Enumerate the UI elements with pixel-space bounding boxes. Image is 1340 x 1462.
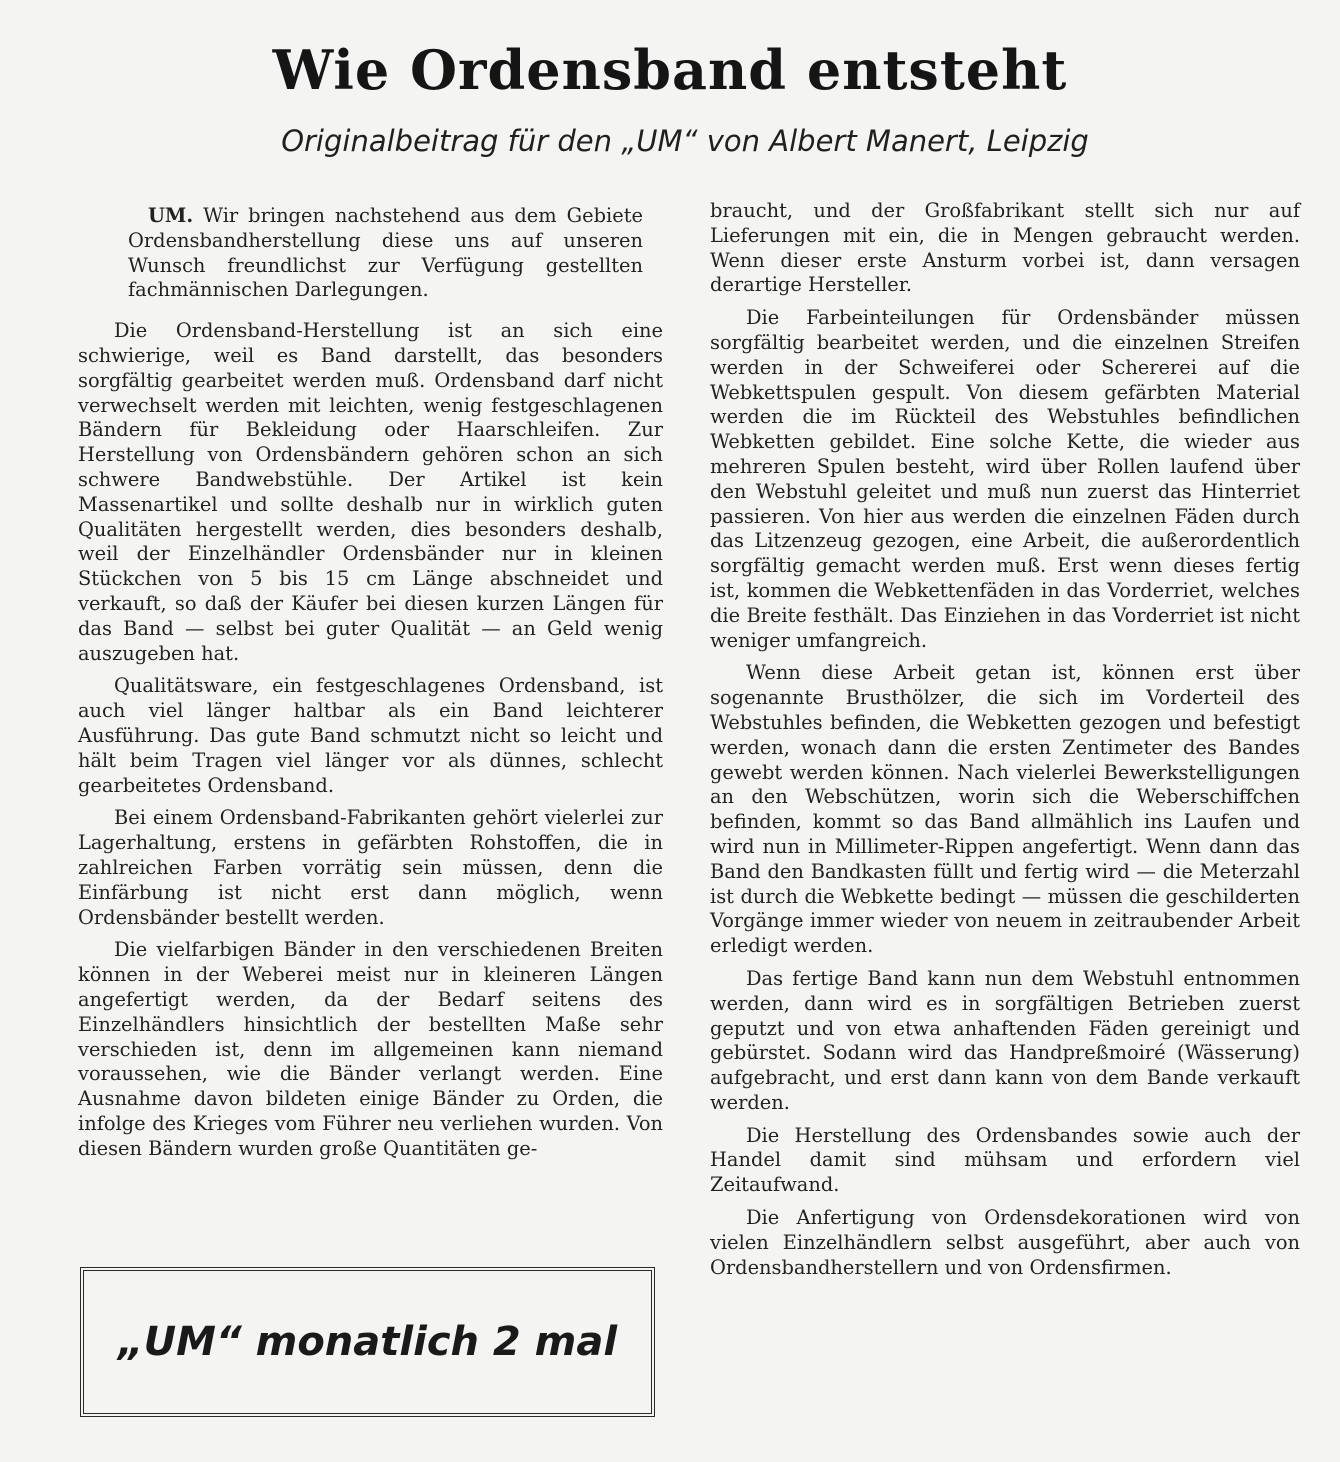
intro-paragraph [128,204,643,303]
intro-text: Wir bringen nachstehend aus dem Gebiete Ordensbandherstellung diese uns auf unseren Wunsch freundlichst zur Verfügung gestellten fachmännischen Darlegungen. [128,204,643,302]
paragraph: Qualitätsware, ein festgeschlagenes Ordensband, ist auch viel länger haltbar als ein Band leichterer Ausführung. Das gute Band schmutzt nicht so leicht und hält beim Tragen viel länger vor als dünnes, schlecht gearbeitetes Ordensband. [78,674,663,797]
paragraph: Das fertige Band kann nun dem Webstuhl entnommen werden, dann wird es in sorgfältigen Betrieben zuerst geputzt und von etwa anhaftenden Fäden gereinigt und gebürstet. Sodann wird das Handpreßmoiré (Wässerung) aufgebracht, und erst dann kann von dem Bande verkauft werden. [710,966,1300,1114]
paragraph: Die vielfarbigen Bänder in den verschiedenen Breiten können in der Weberei meist nur in kleineren Längen angefertigt werden, da der Bedarf seitens des Einzelhändlers hinsichtlich der bestellten Maße sehr verschieden ist, denn im allgemeinen kann niemand voraussehen, wie die Bänder verlangt werden. Eine Ausnahme davon bildeten einige Bänder zu Orden, die infolge des Krieges vom Führer neu verliehen wurden. Von diesen Bändern wurden große Quantitäten ge- [78,938,663,1160]
article-title: Wie Ordensband entsteht [272,38,1068,102]
paragraph: Die Ordensband-Herstellung ist an sich eine schwierige, weil es Band darstellt, das besonders sorgfältig gearbeitet werden muß. Ordensband darf nicht verwechselt werden mit leichten, wenig festgeschlagenen Bändern für Bekleidung oder Haarschleifen. Zur Herstellung von Ordensbändern gehören schon an sich schwere Bandwebstühle. Der Artikel ist kein Massenartikel und sollte deshalb nur in wirklich guten Qualitäten hergestellt werden, dies besonders deshalb, weil der Einzelhändler Ordensbänder nur in kleinen Stückchen von 5 bis 15 cm Länge abschneidet und verkauft, so daß der Käufer bei diesen kurzen Längen für das Band — selbst bei guter Qualität — an Geld wenig auszugeben hat. [78,319,663,665]
article-subtitle: Originalbeitrag für den „UM“ von Albert Manert, Leipzig [281,124,1089,158]
paragraph-continued: braucht, und der Großfabrikant stellt sich nur auf Lieferungen mit ein, die in Mengen gebraucht werden. Wenn dieser erste Ansturm vorbei ist, dann versagen derartige Hersteller. [710,199,1300,297]
right-column [710,199,1300,1288]
paragraph: Die Herstellung des Ordensbandes sowie auch der Handel damit sind mühsam und erfordern viel Zeitaufwand. [710,1123,1300,1197]
left-column [78,204,663,1169]
advert-text: „UM“ monatlich 2 mal [117,1319,618,1365]
paragraph: Die Anfertigung von Ordensdekorationen wird von vielen Einzelhändlern selbst ausgeführt, aber auch von Ordensbandherstellern und von Ordensfirmen. [710,1206,1300,1279]
advert-box [80,1267,655,1417]
paragraph: Bei einem Ordensband-Fabrikanten gehört vielerlei zur Lagerhaltung, erstens in gefärbten Rohstoffen, die in zahlreichen Farben vorrätig sein müssen, denn die Einfärbung ist nicht erst dann möglich, wenn Ordensbänder bestellt werden. [78,806,663,929]
paragraph: Die Farbeinteilungen für Ordensbänder müssen sorgfältig bearbeitet werden, und die einzelnen Streifen werden in der Schweiferei oder Schererei auf die Webkettspulen gespult. Von diesem gefärbten Material werden die im Rückteil des Webstuhles befindlichen Webketten gebildet. Eine solche Kette, die wieder aus mehreren Spulen besteht, wird über Rollen laufend über den Webstuhl geleitet und muß nun zuerst das Hinterriet passieren. Von hier aus werden die einzelnen Fäden durch das Litzenzeug gezogen, eine Arbeit, die außerordentlich sorgfältig gemacht werden muß. Erst wenn dieses fertig ist, kommen die Webkettenfäden in das Vorderriet, welches die Breite festhält. Das Einziehen in das Vorderriet ist nicht weniger umfangreich. [710,306,1300,652]
intro-mark: UM. [148,204,194,227]
paragraph: Wenn diese Arbeit getan ist, können erst über sogenannte Brusthölzer, die sich im Vorderteil des Webstuhles befinden, die Webketten gezogen und befestigt werden, wonach dann die ersten Zentimeter des Bandes gewebt werden können. Nach vielerlei Bewerkstelligungen an den Webschützen, worin sich die Weberschiffchen befinden, kommt so das Band allmählich ins Laufen und wird nun in Millimeter-Rippen angefertigt. Wenn dann das Band den Bandkasten füllt und fertig wird — die Meterzahl ist durch die Webkette bedingt — müssen die geschilderten Vorgänge immer wieder von neuem in zeitraubender Arbeit erledigt werden. [710,661,1300,958]
